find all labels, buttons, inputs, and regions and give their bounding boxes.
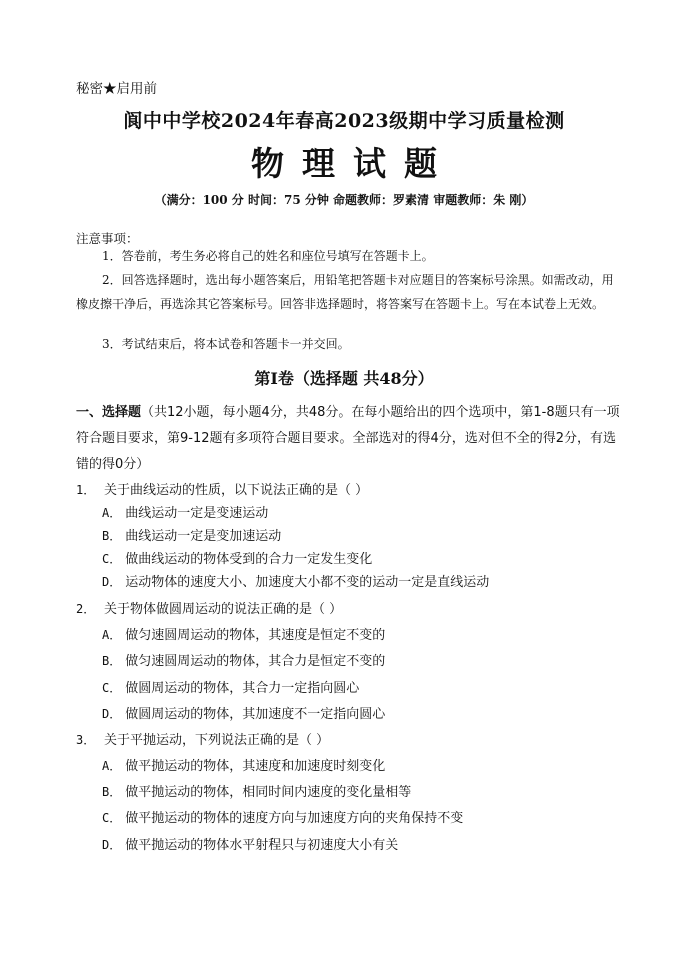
option bbox=[102, 677, 359, 696]
option-letter: D． bbox=[102, 707, 122, 721]
confidential-mark: 秘密★启用前 bbox=[76, 81, 157, 97]
option-letter: C． bbox=[102, 811, 122, 825]
exam-title: 阆中中学校2024年春高2023级期中学习质量检测 bbox=[123, 110, 565, 132]
note-text: 3．考试结束后，将本试卷和答题卡一并交回。 bbox=[102, 337, 350, 351]
option-letter: D． bbox=[102, 838, 122, 852]
option-text: 做圆周运动的物体，其合力一定指向圆心 bbox=[125, 681, 360, 696]
option-letter: B． bbox=[102, 529, 122, 543]
option-letter: A． bbox=[102, 628, 122, 642]
question-2 bbox=[76, 598, 342, 617]
option bbox=[102, 571, 489, 590]
option-text: 做圆周运动的物体，其加速度不一定指向圆心 bbox=[125, 707, 386, 722]
option-letter: B． bbox=[102, 654, 122, 668]
option-letter: A． bbox=[102, 506, 122, 520]
notes-heading: 注意事项： bbox=[76, 231, 139, 246]
option bbox=[102, 650, 385, 669]
option-text: 做平抛运动的物体的速度方向与加速度方向的夹角保持不变 bbox=[125, 811, 464, 826]
note-item bbox=[76, 332, 616, 356]
question-stem: 关于曲线运动的性质，以下说法正确的是（ ） bbox=[104, 483, 369, 498]
option-text: 运动物体的速度大小、加速度大小都不变的运动一定是直线运动 bbox=[125, 575, 490, 590]
option-text: 做匀速圆周运动的物体，其合力是恒定不变的 bbox=[125, 654, 386, 669]
question-number: 1． bbox=[76, 483, 96, 497]
option bbox=[102, 502, 268, 521]
option-text: 做曲线运动的物体受到的合力一定发生变化 bbox=[125, 552, 373, 567]
option bbox=[102, 548, 372, 567]
question-1 bbox=[76, 479, 368, 498]
note-item bbox=[76, 244, 616, 268]
part-lead: 一、选择题 bbox=[76, 405, 142, 420]
note-text: 1．答卷前，考生务必将自己的姓名和座位号填写在答题卡上。 bbox=[102, 249, 434, 263]
option-letter: A． bbox=[102, 759, 122, 773]
question-number: 2． bbox=[76, 602, 96, 616]
option bbox=[102, 834, 398, 853]
option bbox=[102, 703, 385, 722]
option bbox=[102, 755, 385, 774]
note-text: 2．回答选择题时，选出每小题答案后，用铅笔把答题卡对应题目的答案标号涂黑。如需改动，用橡皮擦干净后，再选涂其它答案标号。回答非选择题时，将答案写在答题卡上。写在本试卷上无效。 bbox=[76, 273, 614, 311]
option-letter: C． bbox=[102, 681, 122, 695]
option-letter: B． bbox=[102, 785, 122, 799]
question-stem: 关于平抛运动，下列说法正确的是（ ） bbox=[104, 733, 330, 748]
option bbox=[102, 807, 463, 826]
option-text: 做匀速圆周运动的物体，其速度是恒定不变的 bbox=[125, 628, 386, 643]
part-text: （共12小题，每小题4分，共48分。在每小题给出的四个选项中，第1-8题只有一项符合题目要求，第9-12题有多项符合题目要求。全部选对的得4分，选对但不全的得2分，有选错的得0分） bbox=[76, 405, 620, 472]
option-text: 做平抛运动的物体，相同时间内速度的变化量相等 bbox=[125, 785, 412, 800]
part-instructions bbox=[76, 400, 621, 478]
option bbox=[102, 525, 281, 544]
question-3 bbox=[76, 729, 329, 748]
option-text: 做平抛运动的物体，其速度和加速度时刻变化 bbox=[125, 759, 386, 774]
section-title: 第Ⅰ卷（选择题 共48分） bbox=[254, 369, 434, 388]
option-letter: C． bbox=[102, 552, 122, 566]
option bbox=[102, 624, 385, 643]
note-item bbox=[76, 268, 616, 316]
question-stem: 关于物体做圆周运动的说法正确的是（ ） bbox=[104, 602, 343, 617]
question-number: 3． bbox=[76, 733, 96, 747]
option-text: 曲线运动一定是变加速运动 bbox=[125, 529, 282, 544]
option-text: 曲线运动一定是变速运动 bbox=[125, 506, 269, 521]
option-text: 做平抛运动的物体水平射程只与初速度大小有关 bbox=[125, 838, 399, 853]
exam-info: （满分：100 分 时间：75 分钟 命题教师：罗素清 审题教师：朱 刚） bbox=[154, 193, 534, 207]
option-letter: D． bbox=[102, 575, 122, 589]
subject-title: 物理试题 bbox=[251, 144, 455, 183]
option bbox=[102, 781, 411, 800]
